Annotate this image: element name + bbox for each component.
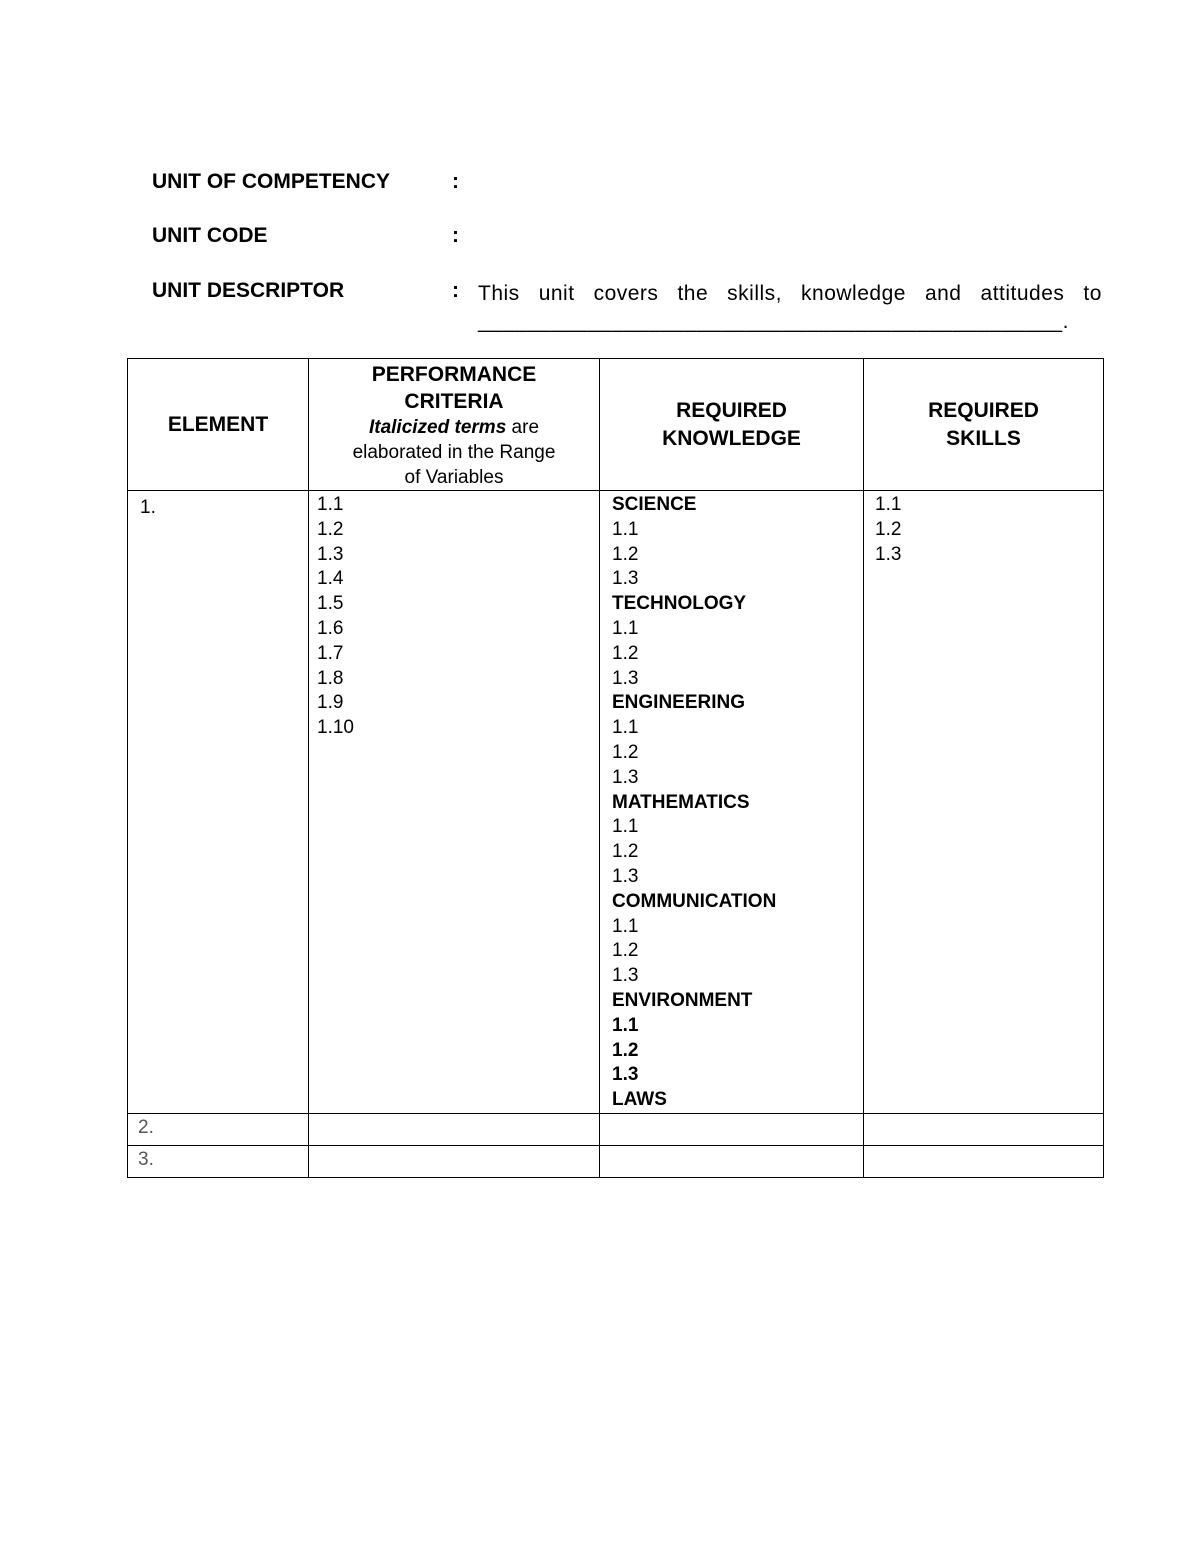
required-skills-cell: [864, 1113, 1104, 1145]
pc-title: PERFORMANCE CRITERIA: [371, 363, 537, 413]
header-required-knowledge: [600, 359, 864, 491]
unit-descriptor-label: UNIT DESCRIPTOR: [152, 279, 345, 302]
rk-line2: KNOWLEDGE: [662, 426, 801, 450]
descriptor-word: and: [924, 282, 962, 305]
required-skills-cell: [864, 491, 1104, 1114]
list-item: 1.3: [612, 865, 639, 887]
knowledge-heading: ENVIRONMENT: [612, 989, 753, 1011]
performance-criteria-cell: [309, 1145, 600, 1177]
knowledge-heading: LAWS: [612, 1089, 667, 1111]
list-item: 1.10: [317, 717, 354, 739]
list-item: 1.2: [612, 841, 639, 863]
list-item: 1.6: [317, 617, 344, 639]
pc-note: [349, 415, 559, 490]
required-knowledge-cell: [600, 1113, 864, 1145]
competency-table: [127, 358, 1104, 1178]
list-item: 1.9: [317, 692, 344, 714]
performance-criteria-cell: [309, 491, 600, 1114]
performance-criteria-cell: [309, 1113, 600, 1145]
rk-line1: REQUIRED: [676, 398, 787, 422]
table-row: [128, 491, 1104, 1114]
list-item: 1.2: [317, 518, 344, 540]
header-element: ELEMENT: [128, 359, 309, 491]
descriptor-word: unit: [538, 282, 575, 305]
descriptor-word: covers: [593, 282, 659, 305]
rs-line2: SKILLS: [946, 426, 1021, 450]
required-knowledge-cell: [600, 1145, 864, 1177]
list-item: 1.1: [612, 915, 639, 937]
list-item: 1.2: [875, 518, 902, 540]
element-cell: 1.: [128, 491, 309, 1114]
list-item: 1.4: [317, 568, 344, 590]
pc-note-rest: are elaborated in the Range of Variables: [352, 417, 556, 488]
list-item: 1.2: [612, 940, 639, 962]
list-item: 1.2: [612, 642, 639, 664]
unit-of-competency-colon: :: [452, 170, 459, 193]
element-cell: 3.: [128, 1145, 309, 1177]
list-item: 1.1: [612, 816, 639, 838]
list-item: 1.3: [875, 543, 902, 565]
pc-note-italic: Italicized terms: [368, 417, 507, 438]
list-item: 1.3: [612, 766, 639, 788]
required-skills-cell: [864, 1145, 1104, 1177]
descriptor-line: [478, 280, 1102, 308]
list-item: 1.1: [612, 617, 639, 639]
table-row: [128, 1145, 1104, 1177]
table-header-row: [128, 359, 1104, 491]
knowledge-heading: ENGINEERING: [612, 692, 746, 714]
required-knowledge-cell: [600, 491, 864, 1114]
list-item: 1.2: [612, 741, 639, 763]
knowledge-heading: 1.1: [612, 1014, 639, 1036]
knowledge-heading: COMMUNICATION: [612, 890, 777, 912]
descriptor-word: to: [1083, 282, 1102, 305]
unit-descriptor-text: [478, 280, 1102, 336]
unit-descriptor-colon: :: [452, 279, 459, 302]
list-item: 1.3: [317, 543, 344, 565]
list-item: 1.1: [875, 494, 902, 515]
descriptor-blank: ________________________________________________.: [478, 310, 1069, 333]
rs-line1: REQUIRED: [928, 398, 1039, 422]
list-item: 1.3: [612, 667, 639, 689]
descriptor-word: skills,: [727, 282, 783, 305]
descriptor-word: the: [677, 282, 709, 305]
knowledge-heading: 1.2: [612, 1039, 639, 1061]
list-item: 1.8: [317, 667, 344, 689]
table-row: [128, 1113, 1104, 1145]
knowledge-heading: SCIENCE: [612, 494, 697, 515]
unit-of-competency-label: UNIT OF COMPETENCY: [152, 170, 391, 193]
list-item: 1.5: [317, 593, 344, 615]
header-performance-criteria: [309, 359, 600, 491]
knowledge-heading: TECHNOLOGY: [612, 593, 747, 615]
list-item: 1.1: [612, 717, 639, 739]
unit-code-colon: :: [452, 224, 459, 247]
list-item: 1.7: [317, 642, 344, 664]
knowledge-heading: MATHEMATICS: [612, 791, 750, 813]
header-required-skills: [864, 359, 1104, 491]
descriptor-word: attitudes: [980, 282, 1065, 305]
list-item: 1.1: [317, 494, 344, 515]
element-cell: 2.: [128, 1113, 309, 1145]
descriptor-word: This: [478, 282, 520, 305]
list-item: 1.3: [612, 568, 639, 590]
list-item: 1.1: [612, 518, 639, 540]
unit-code-label: UNIT CODE: [152, 224, 268, 247]
list-item: 1.3: [612, 965, 639, 987]
descriptor-word: knowledge: [801, 282, 906, 305]
list-item: 1.2: [612, 543, 639, 565]
knowledge-heading: 1.3: [612, 1064, 639, 1086]
